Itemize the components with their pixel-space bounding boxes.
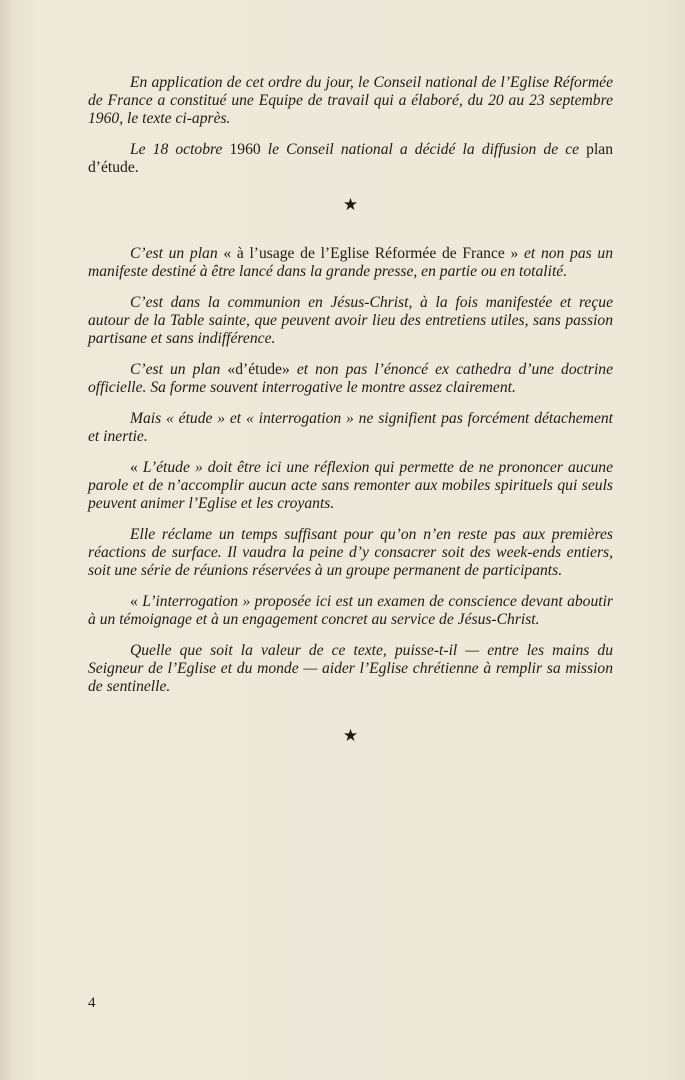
- p3-part-a: C’est un plan: [130, 245, 224, 262]
- p2-part-d: le Conseil national a décidé la diffusion de ce: [267, 141, 580, 158]
- p3-part-c: et non pas un manifeste destiné à être lancé dans la grande presse, en partie ou en totalité.: [88, 245, 613, 280]
- text-column: [88, 74, 613, 746]
- p2-part-e: plan d’étude.: [88, 141, 614, 176]
- p5-part-c: et non pas l’énoncé ex cathedra d’une doctrine officielle. Sa forme souvent interrogative le montre assez clairement.: [88, 361, 613, 396]
- body-paragraph-5: [88, 459, 613, 513]
- p7-part-c: » doit être ici une réflexion qui permette de ne prononcer aucune parole et de n’accomplir aucun acte sans remonter aux mobiles spirituels qui seuls peuvent animer l’Eglise et les croyants.: [88, 459, 613, 512]
- p7-part-b: L’étude: [142, 459, 190, 476]
- p9-part-c: » proposée ici est un examen de conscience devant aboutir à un témoignage et à un engagement concret au service de Jésus-Christ.: [88, 593, 614, 628]
- p2-part-a: Le 18: [130, 141, 176, 158]
- p7-part-a: «: [130, 459, 143, 476]
- body-paragraph-8: Quelle que soit la valeur de ce texte, puisse-t-il — entre les mains du Seigneur de l’Eglise et du monde — aider l’Eglise chrétienne à remplir sa mission de sentinelle.: [88, 642, 613, 695]
- body-paragraph-6: Elle réclame un temps suffisant pour qu’on n’en reste pas aux premières réactions de surface. Il vaudra la peine d’y consacrer soit des week-ends entiers, soit une série de réunions réservées à un groupe permanent de participants.: [88, 526, 613, 579]
- p2-part-b: octobre: [175, 141, 223, 158]
- body-paragraph-1: [88, 245, 613, 281]
- p5-part-a: C’est un plan: [130, 361, 228, 378]
- page-number: 4: [88, 995, 96, 1011]
- body-paragraph-4: Mais « étude » et « interrogation » ne signifient pas forcément détachement et inertie.: [88, 410, 613, 445]
- intro-paragraph-1: En application de cet ordre du jour, le Conseil national de l’Eglise Réformée de France a constitué une Equipe de travail qui a élaboré, du 20 au 23 septembre 1960, le texte ci-après.: [88, 74, 613, 127]
- p9-part-b: L’interrogation: [142, 593, 239, 610]
- star-separator-2: ★: [342, 726, 359, 745]
- intro-paragraph-2: [88, 141, 613, 177]
- p2-part-c: 1960: [222, 141, 268, 158]
- body-paragraph-3: [88, 361, 613, 397]
- body-paragraph-2: C’est dans la communion en Jésus-Christ, à la fois manifestée et reçue autour de la Table sainte, que peuvent avoir lieu des entretiens utiles, sans passion partisane et sans indifférence.: [88, 294, 613, 347]
- p3-part-b: « à l’usage de l’Eglise Réformée de France »: [223, 245, 519, 262]
- p9-part-a: «: [130, 593, 143, 610]
- p5-part-b: «d’étude»: [227, 361, 290, 378]
- body-paragraph-7: [88, 593, 613, 629]
- star-separator-1: ★: [342, 195, 359, 214]
